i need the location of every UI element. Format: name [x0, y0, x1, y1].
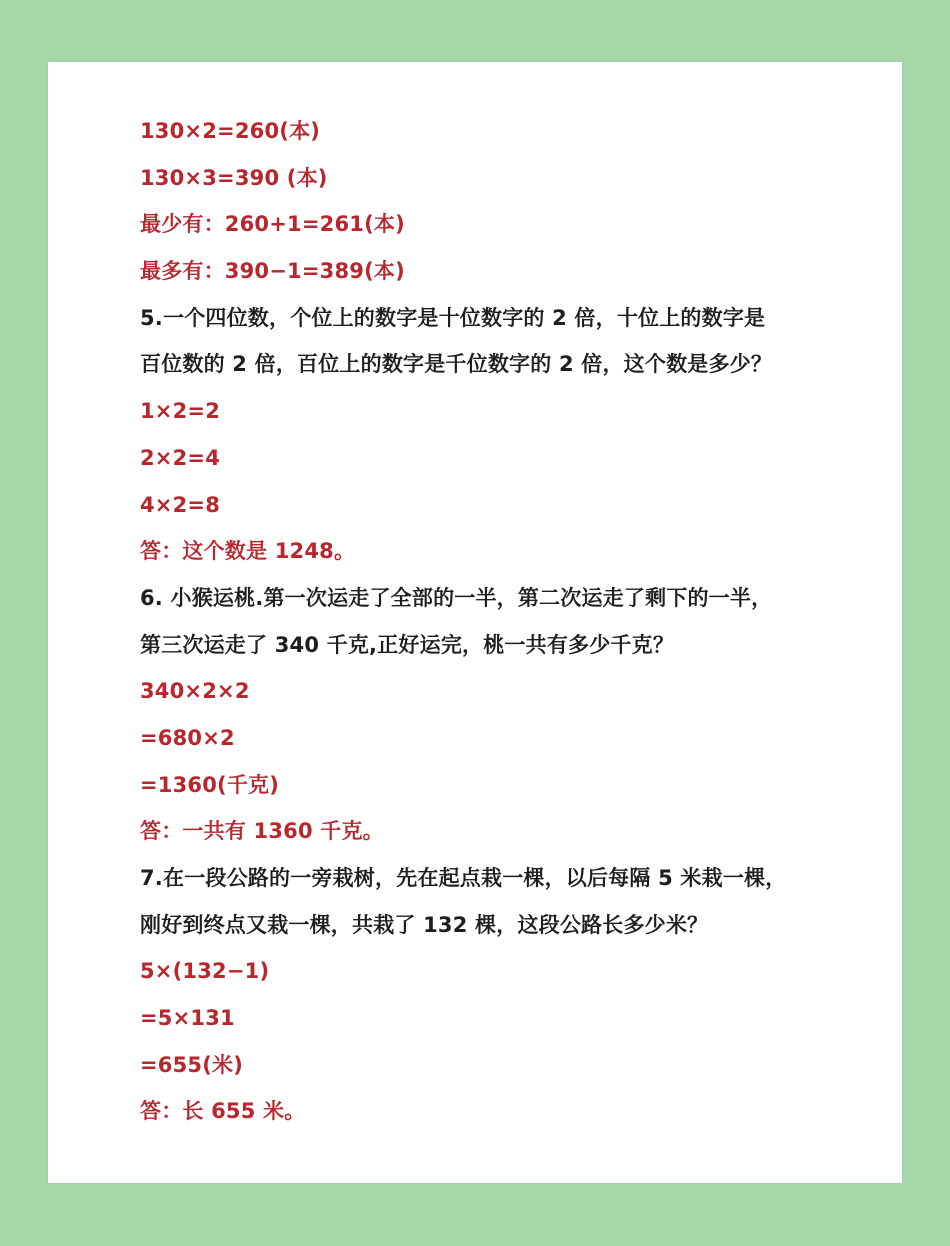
question-line: 刚好到终点又栽一棵，共栽了 132 棵，这段公路长多少米？	[140, 912, 709, 937]
answer-line: 5×(132−1)	[140, 959, 270, 984]
answer-line: 最多有：390−1=389(本)	[140, 259, 405, 284]
question-line: 7.在一段公路的一旁栽树，先在起点栽一棵，以后每隔 5 米栽一棵，	[140, 866, 787, 890]
answer-line: 2×2=4	[140, 445, 221, 470]
answer-line: 答：这个数是 1248。	[140, 539, 356, 564]
answer-line: 130×2=260(本)	[140, 119, 321, 143]
answer-line: 1×2=2	[140, 399, 221, 424]
answer-line: 答：一共有 1360 千克。	[140, 819, 384, 844]
question-line: 5.一个四位数，个位上的数字是十位数字的 2 倍，十位上的数字是	[140, 305, 766, 330]
answer-line: =1360(千克)	[140, 772, 280, 797]
answer-line: =655(米)	[140, 1052, 244, 1077]
worksheet-lines	[140, 108, 880, 1135]
answer-line: 答：长 655 米。	[140, 1099, 306, 1124]
question-line: 6. 小猴运桃.第一次运走了全部的一半，第二次运走了剩下的一半，	[140, 585, 773, 610]
answer-line: 130×3=390 (本)	[140, 165, 328, 190]
question-line: 第三次运走了 340 千克,正好运完，桃一共有多少千克？	[140, 632, 675, 657]
answer-line: =5×131	[140, 1006, 235, 1031]
answer-line: 4×2=8	[140, 492, 221, 517]
answer-line: =680×2	[140, 725, 235, 750]
answer-line: 340×2×2	[140, 679, 250, 704]
answer-line: 最少有：260+1=261(本)	[140, 212, 405, 237]
question-line: 百位数的 2 倍，百位上的数字是千位数字的 2 倍，这个数是多少？	[140, 352, 773, 377]
